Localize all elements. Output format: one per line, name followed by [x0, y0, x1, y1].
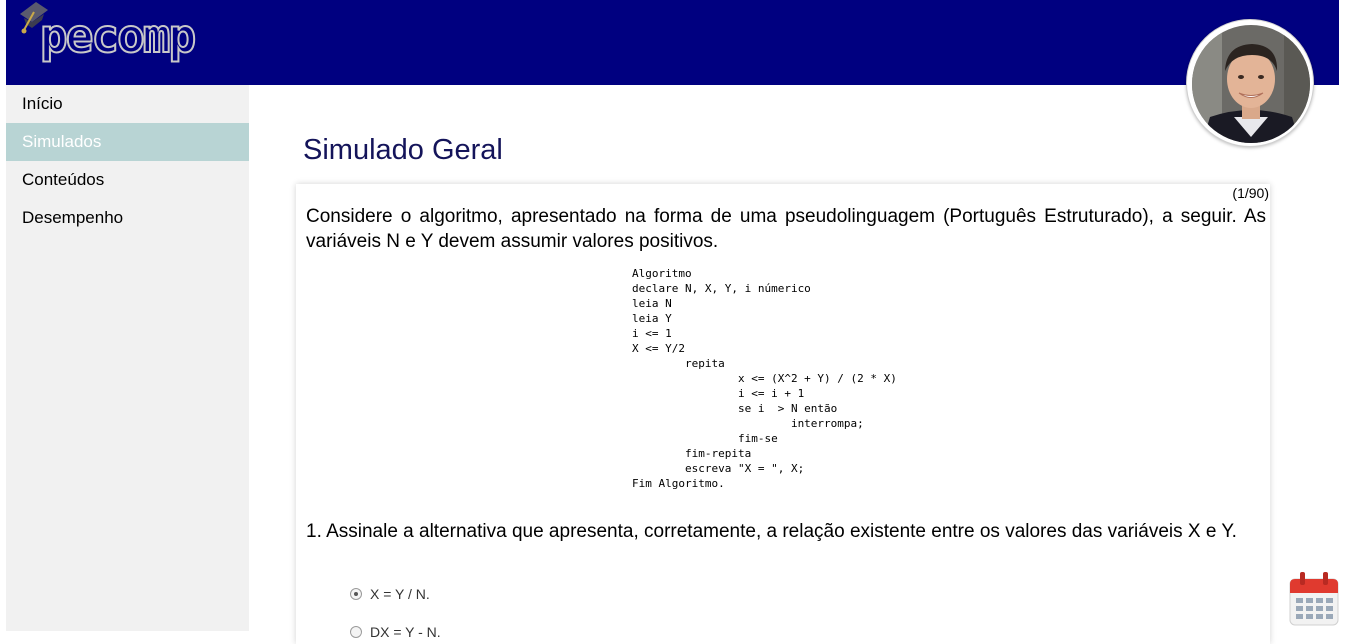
radio-button[interactable]	[350, 626, 362, 638]
sidebar-item-inicio[interactable]: Início	[22, 94, 63, 113]
answer-option-a[interactable]	[350, 586, 430, 602]
answer-option-label: DX = Y - N.	[370, 624, 441, 640]
avatar-image	[1192, 25, 1310, 143]
algorithm-code-block: Algoritmo declare N, X, Y, i númerico leia N leia Y i <= 1 X <= Y/2 repita x <= (X^2 + Y) / (2 * X) i <= i + 1 se i > N então interrompa; fim-se fim-repita escreva "X = ", X; Fim Algoritmo.	[632, 267, 897, 490]
sidebar-item-desempenho[interactable]: Desempenho	[22, 208, 124, 227]
question-counter: (1/90)	[1232, 185, 1269, 201]
logo-text: pecomp	[40, 9, 195, 63]
sidebar	[6, 85, 249, 631]
radio-button[interactable]	[350, 588, 362, 600]
top-header	[6, 0, 1339, 85]
sidebar-item-simulados[interactable]: Simulados	[6, 123, 249, 161]
answer-option-label: X = Y / N.	[370, 586, 430, 602]
question-text: 1. Assinale a alternativa que apresenta, corretamente, a relação existente entre os valores das variáveis X e Y.	[306, 521, 1237, 542]
question-statement: Considere o algoritmo, apresentado na forma de uma pseudolinguagem (Português Estruturado), a seguir. As variáveis N e Y devem assumir valores positivos.	[306, 206, 1266, 252]
calendar-icon[interactable]	[1288, 571, 1340, 627]
user-avatar[interactable]	[1186, 19, 1314, 147]
app-logo[interactable]	[14, 0, 214, 70]
answer-option-b[interactable]	[350, 624, 441, 640]
page-title: Simulado Geral	[303, 134, 503, 166]
question-card	[296, 184, 1270, 644]
sidebar-item-conteudos[interactable]: Conteúdos	[22, 170, 105, 189]
